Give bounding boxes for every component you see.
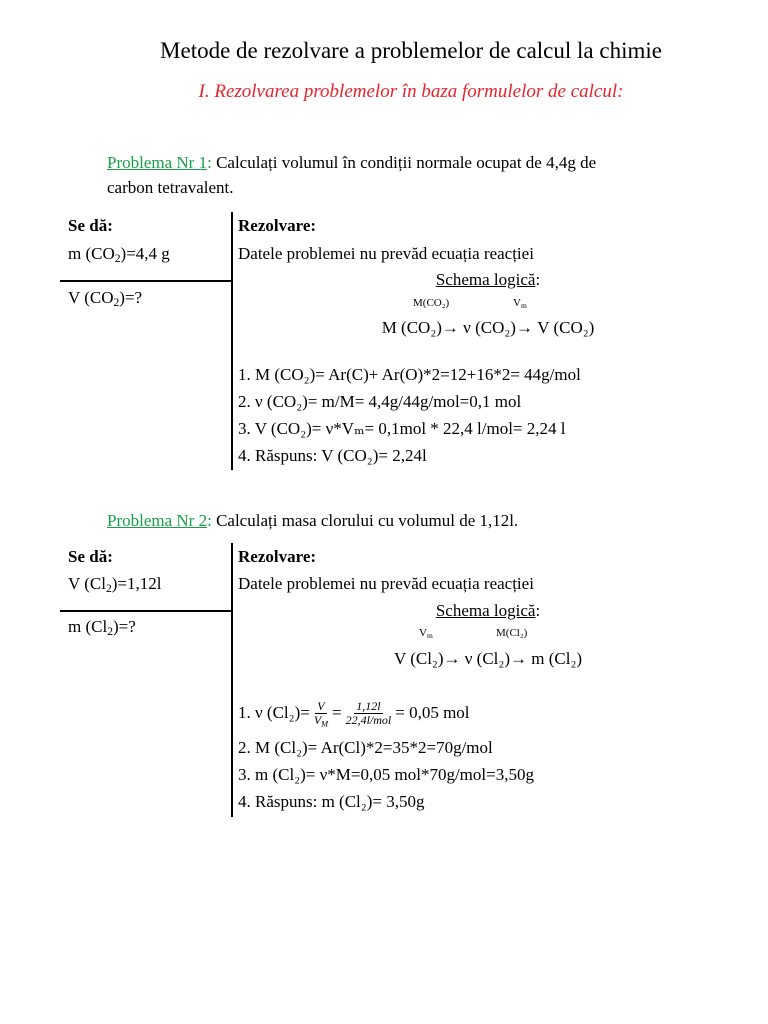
problem-1-column-separator — [231, 212, 233, 470]
fraction-values: $\frac{1,12l}{\text{22,4l/mol}}$ — [345, 698, 392, 727]
problem-2-note: Datele problemei nu prevăd ecuația reacției — [238, 574, 534, 593]
problem-2-step-2: 2. M (Cl₂)= Ar(Cl)*2=35*2=70g/mol — [238, 738, 493, 757]
problem-1-solution-header: Rezolvare: — [238, 216, 317, 235]
problem-1-given-header: Se dă: — [68, 216, 113, 235]
problem-1-label: Problema Nr 1 — [107, 153, 208, 172]
problem-2-step-4: 4. Răspuns: m (Cl₂)= 3,50g — [238, 792, 425, 811]
problem-2-solution-header: Rezolvare: — [238, 547, 317, 566]
problem-1-step-2: 2. ν (CO₂)= m/M= 4,4g/44g/mol=0,1 mol — [238, 392, 522, 411]
problem-2-colon: : — [207, 511, 212, 530]
page-title: Metode de rezolvare a problemelor de calcul la chimie — [160, 38, 662, 63]
problem-2-scheme-top-left: $V_m$ — [419, 627, 433, 641]
problem-2-find-value: m $(Cl_2)=$? — [68, 617, 136, 639]
problem-1-scheme-heading: Schema logică: — [435, 270, 541, 289]
problem-2-scheme: V (Cl₂)→ ν (Cl₂)→ m (Cl₂) — [393, 649, 583, 668]
problem-2-column-separator — [231, 543, 233, 817]
section-subtitle: I. Rezolvarea problemelor în baza formulelor de calcul: — [198, 81, 624, 102]
problem-2-given-value: V $(Cl_2)=1,12l$ — [68, 574, 162, 596]
problem-2-scheme-top-right: M(Cl₂) — [496, 627, 528, 639]
problem-1-step-4: 4. Răspuns: V (CO₂)= 2,24l — [238, 446, 427, 465]
problem-2-scheme-heading: Schema logică: — [435, 601, 541, 620]
fraction-v-over-vm: $\frac{V}{V_M}$ — [313, 698, 328, 728]
problem-1-statement — [107, 153, 596, 173]
problem-1-scheme-top-left: M(CO₂) — [413, 297, 450, 309]
problem-2-statement — [107, 511, 518, 531]
problem-1-colon: : — [207, 153, 212, 172]
problem-1-step-1: 1. M (CO₂)= Ar(C)+ Ar(O)*2=12+16*2= 44g/mol — [238, 365, 581, 384]
problem-1-scheme: M (CO₂)→ ν (CO₂)→ V (CO₂) — [381, 318, 595, 337]
problem-1-divider — [60, 280, 232, 282]
problem-2-step-1: 1. ν (Cl₂)= $\frac{V}{V_M}$ = $\frac{1,12l}{\text{22,4l/mol}}$ = 0,05 mol — [238, 698, 470, 728]
problem-2-label: Problema Nr 2 — [107, 511, 208, 530]
problem-1-note: Datele problemei nu prevăd ecuația reacției — [238, 244, 534, 263]
problem-1-text-line-2: carbon tetravalent. — [107, 178, 234, 197]
problem-1-given-value: m $(CO_2)=4,4$ g — [68, 244, 170, 266]
problem-1-text-line-1: Calculați volumul în condiții normale ocupat de 4,4g de — [211, 153, 597, 172]
problem-1-step-3: 3. V (CO₂)= ν*Vₘ= 0,1mol * 22,4 l/mol= 2,24 l — [238, 419, 566, 438]
problem-2-given-header: Se dă: — [68, 547, 113, 566]
problem-2-divider — [60, 610, 232, 612]
problem-1-find-value: V $(CO_2)=$? — [68, 288, 143, 310]
problem-2-text-line-1: Calculați masa clorului cu volumul de 1,12l. — [211, 511, 519, 530]
problem-2-step-3: 3. m (Cl₂)= ν*M=0,05 mol*70g/mol=3,50g — [238, 765, 534, 784]
problem-1-scheme-top-right: $V_m$ — [513, 297, 527, 311]
